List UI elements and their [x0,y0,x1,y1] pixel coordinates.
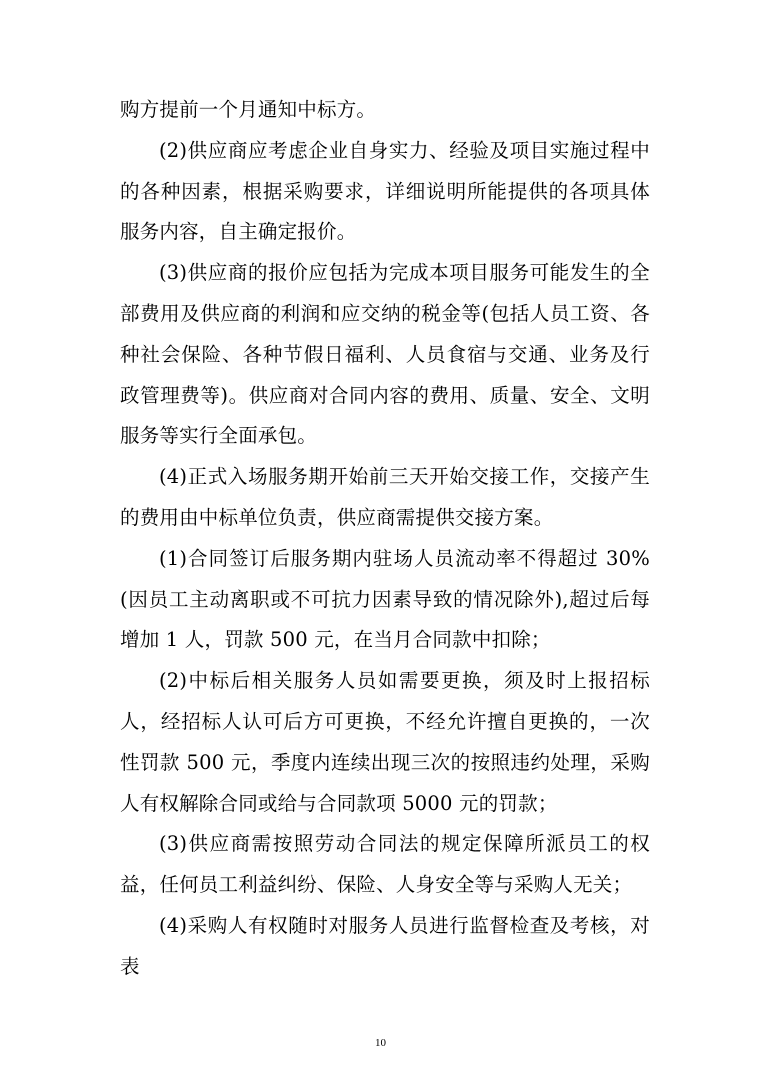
paragraph-pricing-factors: (2)供应商应考虑企业自身实力、经验及项目实施过程中的各种因素，根据采购要求，详细说明所能提供的各项具体服务内容，自主确定报价。 [120,138,650,244]
body-text [120,90,650,988]
paragraph-turnover-penalty: (1)合同签订后服务期内驻场人员流动率不得超过 30%(因员工主动离职或不可抗力因素导致的情况除外),超过后每增加 1 人，罚款 500 元，在当月合同款中扣除； [120,546,650,652]
paragraph-supervision: (4)采购人有权随时对服务人员进行监督检查及考核，对表 [120,913,650,978]
page-number: 10 [375,1037,386,1049]
paragraph-replacement-penalty: (2)中标后相关服务人员如需要更换，须及时上报招标人，经招标人认可后方可更换，不经允许擅自更换的，一次性罚款 500 元，季度内连续出现三次的按照违约处理，采购人有权解除合同或给与合同款项 5000 元的罚款； [120,669,650,815]
paragraph-labor-rights: (3)供应商需按照劳动合同法的规定保障所派员工的权益，任何员工利益纠纷、保险、人身安全等与采购人无关； [120,832,650,897]
paragraph-continuation: 购方提前一个月通知中标方。 [120,98,377,121]
paragraph-handover: (4)正式入场服务期开始前三天开始交接工作，交接产生的费用由中标单位负责，供应商需提供交接方案。 [120,465,650,529]
paragraph-pricing-scope: (3)供应商的报价应包括为完成本项目服务可能发生的全部费用及供应商的利润和应交纳的税金等(包括人员工资、各种社会保险、各种节假日福利、人员食宿与交通、业务及行政管理费等)。供应商对合同内容的费用、质量、安全、文明服务等实行全面承包。 [120,261,650,448]
